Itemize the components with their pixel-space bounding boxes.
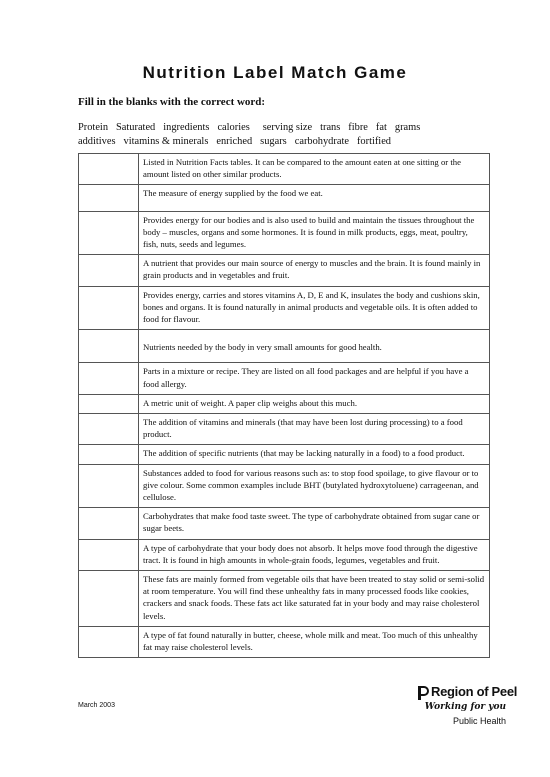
match-table — [78, 153, 490, 658]
match-row — [79, 571, 490, 627]
definition: Nutrients needed by the body in very small amounts for good health. — [139, 330, 490, 363]
definition: These fats are mainly formed from vegetable oils that have been treated to stay solid or semi-solid at room temperature. You will find these unhealthy fats in many processed foods like cookies, crackers and snack foods. These fats act like saturated fat in your body and may raise cholesterol levels. — [139, 571, 490, 627]
match-row — [79, 464, 490, 508]
definition: A type of carbohydrate that your body does not absorb. It helps move food through the digestive tract. It is found in high amounts in whole-grain foods, legumes, vegetables and fruit. — [139, 539, 490, 570]
match-row — [79, 414, 490, 445]
word-bank-term: additives — [78, 136, 116, 147]
instruction: Fill in the blanks with the correct word: — [78, 96, 266, 108]
answer-blank[interactable] — [79, 571, 139, 627]
answer-blank[interactable] — [79, 445, 139, 464]
word-bank-term: fibre — [348, 122, 368, 133]
definition: The addition of specific nutrients (that may be lacking naturally in a food) to a food product. — [139, 445, 490, 464]
word-bank-row-1 — [78, 122, 428, 133]
word-bank-term: fortified — [356, 136, 391, 147]
definition: The addition of vitamins and minerals (that may have been lost during processing) to a food product. — [139, 414, 490, 445]
definition: Parts in a mixture or recipe. They are listed on all food packages and are helpful if you have a food allergy. — [139, 363, 490, 394]
match-row — [79, 508, 490, 539]
answer-blank[interactable] — [79, 286, 139, 330]
answer-blank[interactable] — [79, 154, 139, 185]
match-row — [79, 255, 490, 286]
match-row — [79, 445, 490, 464]
definition: A nutrient that provides our main source of energy to muscles and the brain. It is found mainly in grain products and in vegetables and fruit. — [139, 255, 490, 286]
definition: Provides energy, carries and stores vitamins A, D, E and K, insulates the body and cushions skin, bones and organs. It is found naturally in animal products and vegetable oils. It is often added to food for flavour. — [139, 286, 490, 330]
definition: Carbohydrates that make food taste sweet. The type of carbohydrate obtained from sugar cane or sugar beets. — [139, 508, 490, 539]
word-bank-term: enriched — [216, 136, 253, 147]
word-bank-term: carbohydrate — [294, 136, 349, 147]
logo-name: Region of Peel — [431, 684, 518, 699]
word-bank-term: Protein — [78, 122, 109, 133]
answer-blank[interactable] — [79, 211, 139, 255]
answer-blank[interactable] — [79, 330, 139, 363]
definition: Provides energy for our bodies and is also used to build and maintain the tissues throughout the body – muscles, organs and some hormones. It is found in milk products, eggs, meat, poultry, fish, nuts, seeds and legumes. — [139, 211, 490, 255]
word-bank-term: grams — [394, 122, 421, 133]
match-row — [79, 539, 490, 570]
match-row — [79, 185, 490, 211]
logo-department: Public Health — [452, 716, 506, 726]
answer-blank[interactable] — [79, 626, 139, 657]
match-row — [79, 211, 490, 255]
footer-date: March 2003 — [78, 702, 115, 709]
answer-blank[interactable] — [79, 363, 139, 394]
word-bank-term: trans — [320, 122, 341, 133]
word-bank-term: fat — [375, 122, 387, 133]
match-row — [79, 363, 490, 394]
page-title: Nutrition Label Match Game — [142, 63, 408, 82]
answer-blank[interactable] — [79, 185, 139, 211]
answer-blank[interactable] — [79, 394, 139, 413]
answer-blank[interactable] — [79, 539, 139, 570]
definition: A metric unit of weight. A paper clip weighs about this much. — [139, 394, 490, 413]
logo-p-icon — [418, 686, 430, 700]
definition: The measure of energy supplied by the food we eat. — [139, 185, 490, 211]
answer-blank[interactable] — [79, 255, 139, 286]
word-bank-row-2 — [78, 136, 399, 147]
logo-tagline: Working for you — [424, 702, 506, 712]
match-row — [79, 330, 490, 363]
word-bank-term: vitamins & minerals — [123, 136, 209, 147]
word-bank-term: ingredients — [163, 122, 210, 133]
word-bank-term: serving size — [262, 122, 313, 133]
word-bank-term: Saturated — [116, 122, 156, 133]
word-bank-term: calories — [217, 122, 250, 133]
region-of-peel-logo — [418, 684, 518, 734]
answer-blank[interactable] — [79, 508, 139, 539]
match-row — [79, 394, 490, 413]
answer-blank[interactable] — [79, 464, 139, 508]
match-row — [79, 154, 490, 185]
definition: Listed in Nutrition Facts tables. It can be compared to the amount eaten at one sitting or the amount listed on other similar products. — [139, 154, 490, 185]
word-bank-term: sugars — [260, 136, 287, 147]
definition: A type of fat found naturally in butter, cheese, whole milk and meat. Too much of this unhealthy fat may raise cholesterol levels. — [139, 626, 490, 657]
match-row — [79, 286, 490, 330]
answer-blank[interactable] — [79, 414, 139, 445]
definition: Substances added to food for various reasons such as: to stop food spoilage, to give flavour or to give colour. Some common examples include BHT (butylated hydroxytoluene) carrageenan, and cellulose. — [139, 464, 490, 508]
match-row — [79, 626, 490, 657]
